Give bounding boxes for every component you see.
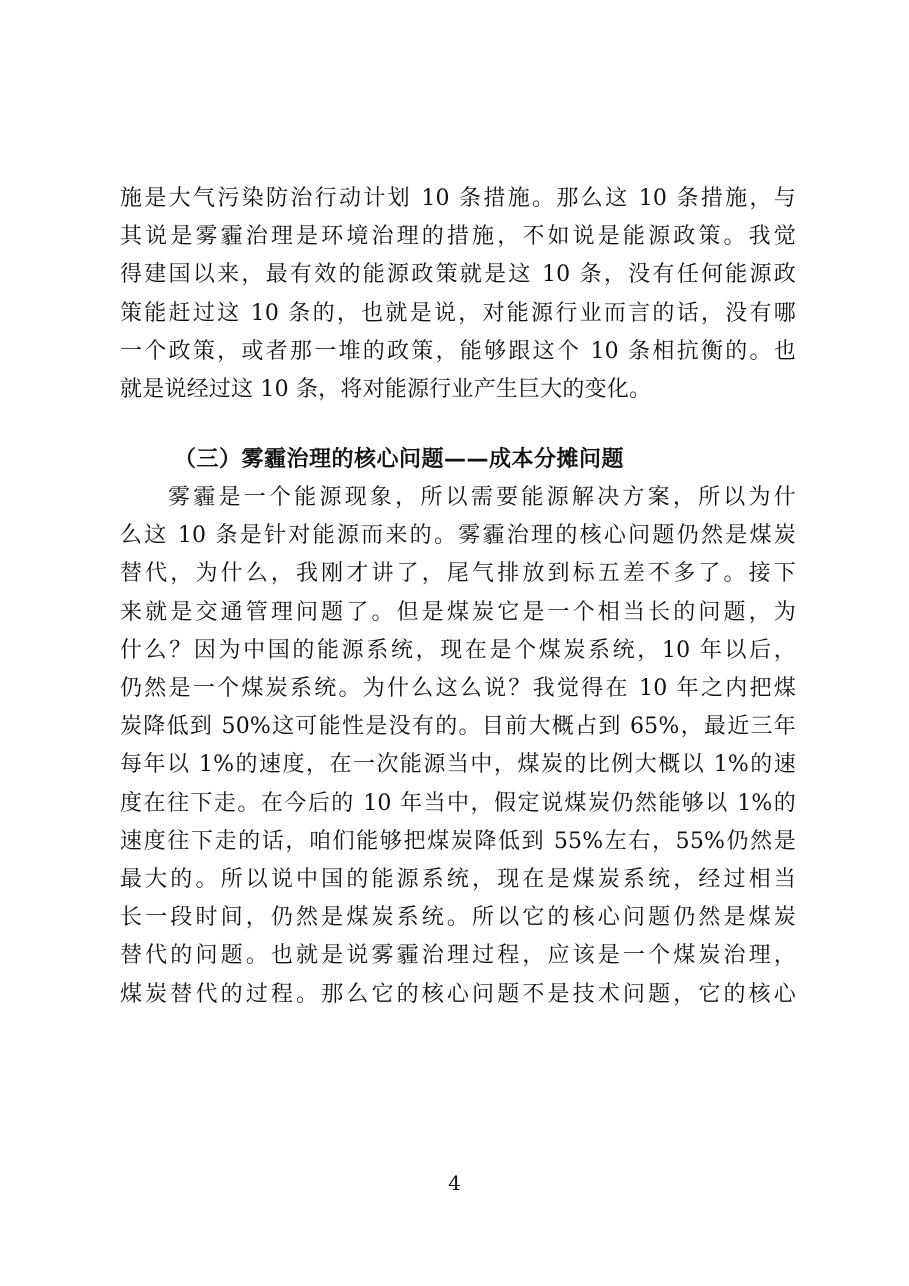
text-line: 策能赶过这 10 条的，也就是说，对能源行业而言的话，没有哪 <box>120 300 796 326</box>
text-line: 其说是雾霾治理是环境治理的措施，不如说是能源政策。我觉 <box>120 224 796 250</box>
text-line: 速度往下走的话，咱们能够把煤炭降低到 55%左右，55%仍然是 <box>120 828 796 854</box>
text-line: 每年以 1%的速度，在一次能源当中，煤炭的比例大概以 1%的速 <box>120 752 796 778</box>
text-line: 雾霾是一个能源现象，所以需要能源解决方案，所以为什 <box>168 485 796 510</box>
text-line: 炭降低到 50%这可能性是没有的。目前大概占到 65%，最近三年 <box>120 714 796 740</box>
text-line: 就是说经过这 10 条，将对能源行业产生巨大的变化。 <box>120 377 652 403</box>
text-line: 长一段时间，仍然是煤炭系统。所以它的核心问题仍然是煤炭 <box>120 905 796 931</box>
text-line: 施是大气污染防治行动计划 10 条措施。那么这 10 条措施，与 <box>120 186 796 211</box>
text-line: 替代，为什么，我刚才讲了，尾气排放到标五差不多了。接下 <box>120 561 796 587</box>
text-line: 一个政策，或者那一堆的政策，能够跟这个 10 条相抗衡的。也 <box>120 338 796 364</box>
text-line: 么这 10 条是针对能源而来的。雾霾治理的核心问题仍然是煤炭 <box>120 523 796 549</box>
text-line: 煤炭替代的过程。那么它的核心问题不是技术问题，它的核心 <box>120 981 796 1007</box>
section-heading: （三）雾霾治理的核心问题——成本分摊问题 <box>174 447 625 472</box>
page-number: 4 <box>448 1171 461 1195</box>
text-line: 得建国以来，最有效的能源政策就是这 10 条，没有任何能源政 <box>120 262 796 288</box>
text-line: 替代的问题。也就是说雾霾治理过程，应该是一个煤炭治理， <box>120 943 796 969</box>
text-line: 度在往下走。在今后的 10 年当中，假定说煤炭仍然能够以 1%的 <box>120 790 796 816</box>
text-line: 最大的。所以说中国的能源系统，现在是煤炭系统，经过相当 <box>120 867 796 893</box>
paragraph <box>120 479 796 1014</box>
text-line: 什么？因为中国的能源系统，现在是个煤炭系统，10 年以后， <box>120 637 796 663</box>
paragraph-continued <box>120 180 796 409</box>
text-line: 来就是交通管理问题了。但是煤炭它是一个相当长的问题，为 <box>120 599 796 625</box>
text-line: 仍然是一个煤炭系统。为什么这么说？我觉得在 10 年之内把煤 <box>120 676 796 702</box>
